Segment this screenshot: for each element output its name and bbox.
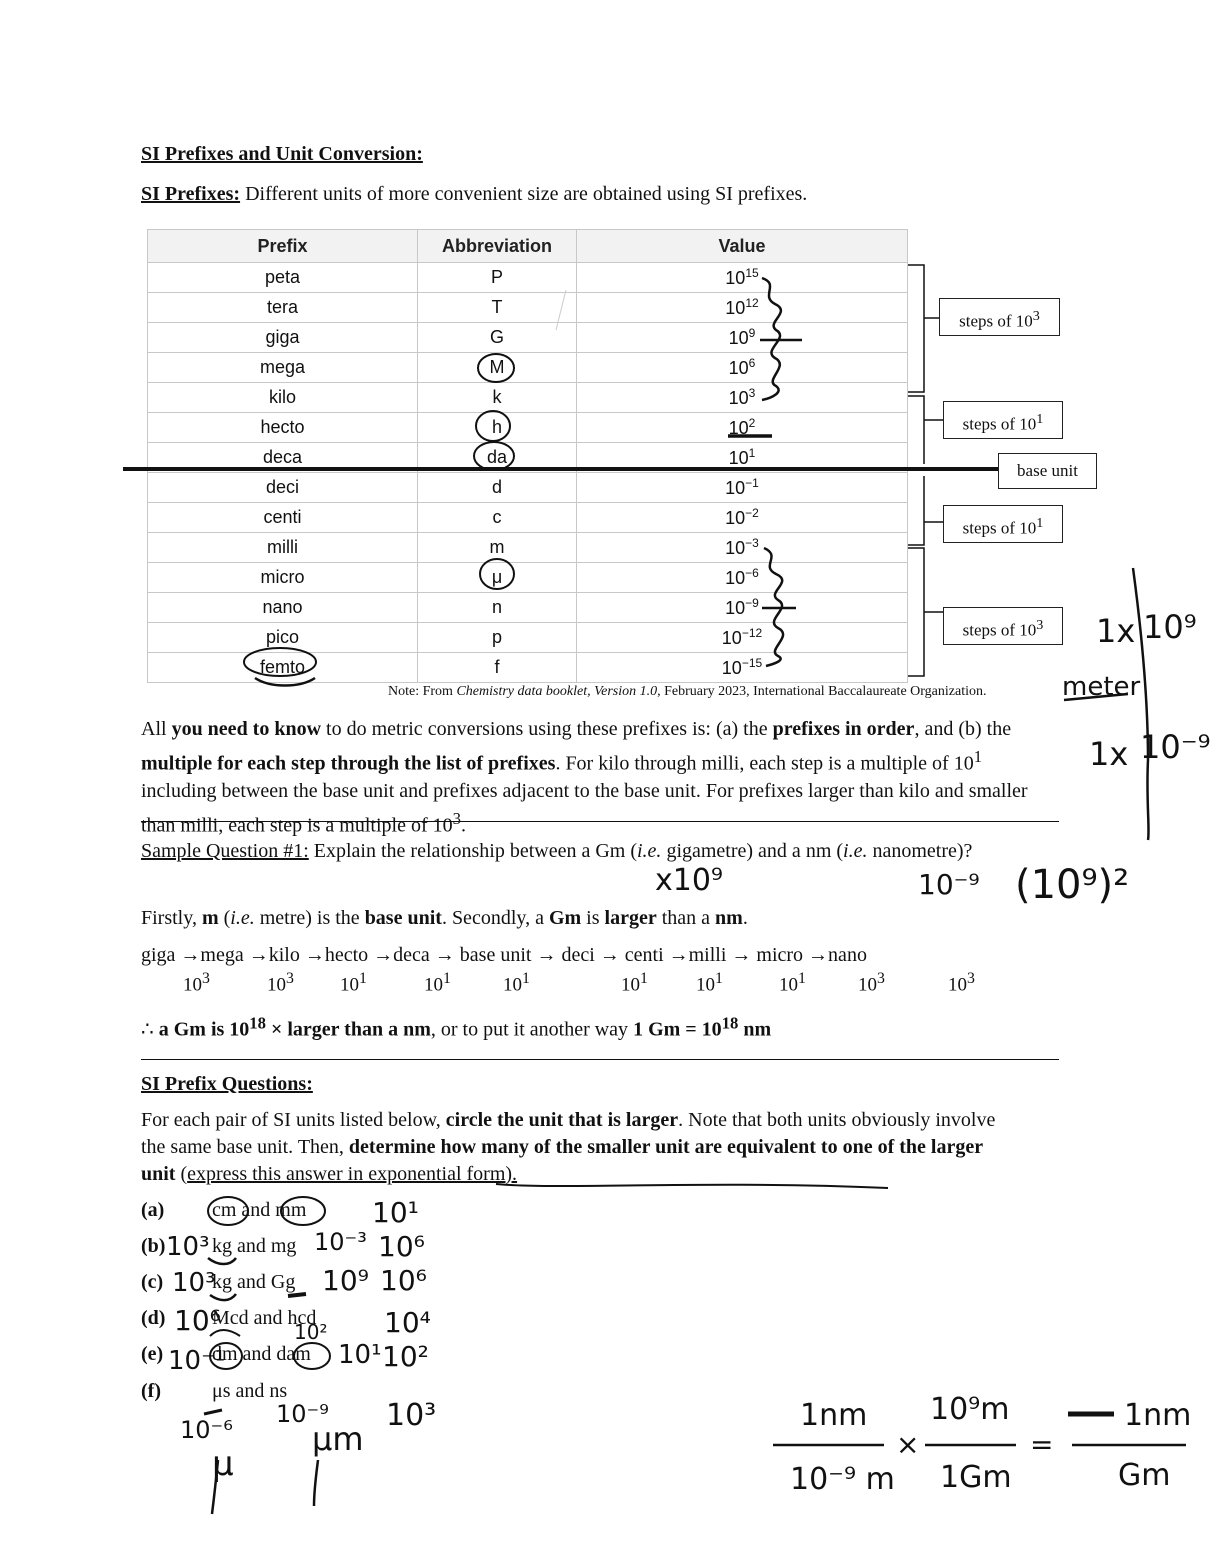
abbreviation-cell: M <box>418 353 577 383</box>
prefix-cell: centi <box>148 503 418 533</box>
p2b: multiple for each step through the list of prefixes <box>141 752 556 775</box>
c: × larger than a nm <box>265 1018 431 1041</box>
abbreviation-cell: G <box>418 323 577 353</box>
value-base: 10 <box>728 418 749 438</box>
hw-x10-9: x10⁹ <box>655 863 723 898</box>
sq: gigametre) and a nm ( <box>661 840 844 862</box>
hw-d-mid: 10² <box>294 1320 328 1344</box>
hw-paren-squared: (10⁹)² <box>1015 862 1130 908</box>
hw-circle-mm <box>281 1197 325 1225</box>
power-exp: 3 <box>877 970 885 987</box>
s: Firstly, <box>141 907 202 929</box>
hw-tick-kg-b <box>208 1258 236 1264</box>
c: 18 <box>249 1013 266 1032</box>
p1a: All <box>141 718 172 740</box>
hw-f-left: 10⁻⁶ <box>180 1416 233 1444</box>
p1c: to do metric conversions using these prefixes is: (a) the <box>321 718 773 740</box>
question-label: (e) <box>141 1343 164 1365</box>
scan-mark <box>556 290 566 330</box>
p3a: 1 <box>973 747 983 766</box>
power-base: 10 <box>779 974 798 996</box>
prefix-cell: pico <box>148 623 418 653</box>
power-exp: 1 <box>443 970 451 987</box>
value-base: 10 <box>728 358 749 378</box>
c: , or to put it another way <box>430 1018 634 1041</box>
intro-body: Different units of more convenient size are obtained using SI prefixes. <box>240 183 808 205</box>
abbreviation-cell: da <box>418 443 577 473</box>
question-label: (c) <box>141 1271 164 1293</box>
note-suffix: , February 2023, International Baccalaureate Organization. <box>657 684 987 699</box>
hw-b-mid: 10⁻³ <box>314 1228 367 1256</box>
abbreviation-cell: f <box>418 653 577 683</box>
prefix-cell: kilo <box>148 383 418 413</box>
sq: nanometre)? <box>867 840 973 862</box>
value-exp: 15 <box>745 266 759 280</box>
abbreviation-cell: k <box>418 383 577 413</box>
i: ( <box>175 1163 188 1185</box>
prefix-cell: micro <box>148 563 418 593</box>
hw-conv-den1: 10⁻⁹ m <box>790 1462 895 1497</box>
hw-d-left: 10⁶ <box>174 1304 221 1337</box>
s: than a <box>656 907 716 929</box>
bracket-steps-1e1-top <box>908 396 943 464</box>
prefix-cell: milli <box>148 533 418 563</box>
hw-c-left: 10³ <box>172 1268 216 1298</box>
hw-conv-equals: = <box>1030 1428 1054 1461</box>
value-base: 10 <box>728 388 749 408</box>
box-text: steps of 10 <box>962 518 1037 538</box>
s: metre) is the <box>254 907 365 929</box>
hw-e-left: 10⁻¹ <box>168 1346 226 1376</box>
s: Gm <box>548 907 582 929</box>
value-exp: −3 <box>745 536 759 550</box>
prefix-cell: femto <box>148 653 418 683</box>
hw-underline-instructions <box>496 1184 888 1188</box>
i: determine how many of the smaller unit are equivalent to one of the larger unit <box>141 1136 983 1185</box>
value-exp: 9 <box>748 326 756 340</box>
i: . Note that both units obviously involve the same base unit. Then, <box>141 1109 996 1158</box>
value-exp: −12 <box>741 626 763 640</box>
hw-meter: meter <box>1062 672 1141 702</box>
hw-circle-h <box>476 411 510 441</box>
question-label: (a) <box>141 1199 165 1221</box>
hw-1x-top: 1x <box>1096 612 1136 650</box>
abbreviation-cell: c <box>418 503 577 533</box>
p2c: . For kilo through milli, each step is a multiple of 10 <box>555 752 974 775</box>
p3c: 3 <box>452 808 461 828</box>
value-exp: −9 <box>745 596 759 610</box>
value-base: 10 <box>725 538 746 558</box>
prefix-chain: giga →mega →kilo →hecto →deca → base unit → deci → centi →milli → micro →nano <box>141 944 867 966</box>
hw-conv-times: × <box>896 1428 920 1461</box>
value-exp: −2 <box>745 506 759 520</box>
value-exp: 3 <box>748 386 756 400</box>
abbreviation-cell: p <box>418 623 577 653</box>
base-unit-box: base unit <box>998 453 1097 489</box>
box-exp: 1 <box>1036 515 1044 531</box>
abbreviation-cell: μ <box>418 563 577 593</box>
hw-conv-num3: 1nm <box>1124 1398 1192 1433</box>
sample-label: Sample Question #1: <box>141 840 309 862</box>
hw-a-answer: 10¹ <box>372 1196 419 1229</box>
box-text: steps of 10 <box>959 311 1033 331</box>
s: is <box>581 907 605 929</box>
hw-b-left: 10³ <box>166 1232 210 1262</box>
c: nm <box>738 1018 772 1041</box>
hw-b-answer: 10⁶ <box>378 1230 425 1263</box>
sq: i.e. <box>843 840 868 862</box>
abbreviation-cell: d <box>418 473 577 503</box>
value-base: 10 <box>728 328 749 348</box>
abbreviation-cell: m <box>418 533 577 563</box>
question-pair: kg and Gg <box>212 1271 296 1293</box>
value-base: 10 <box>725 568 746 588</box>
prefix-cell: nano <box>148 593 418 623</box>
hw-um-stem <box>314 1460 318 1506</box>
question-label: (b) <box>141 1235 166 1257</box>
s: base unit <box>364 907 442 929</box>
value-base: 10 <box>728 448 749 468</box>
power-base: 10 <box>503 974 522 996</box>
power-exp: 1 <box>798 970 806 987</box>
p1b: you need to know <box>171 718 322 740</box>
box-exp: 3 <box>1032 308 1040 324</box>
c: ∴ <box>141 1018 159 1041</box>
abbreviation-cell: T <box>418 293 577 323</box>
power-exp: 3 <box>286 970 294 987</box>
value-base: 10 <box>725 298 746 318</box>
question-pair: kg and mg <box>212 1235 297 1257</box>
p1d: prefixes in order <box>772 718 915 740</box>
s: larger <box>604 907 657 929</box>
s: nm <box>715 907 743 929</box>
hw-e-mid: 10¹ <box>338 1340 382 1370</box>
value-col-header: Value <box>577 230 908 263</box>
power-exp: 1 <box>359 970 367 987</box>
hw-tick-Gg <box>288 1294 306 1296</box>
s: ( <box>218 907 231 929</box>
power-exp: 3 <box>202 970 210 987</box>
question-pair: dm and dam <box>212 1343 311 1365</box>
hw-f-mid: 10⁻⁹ <box>276 1400 329 1428</box>
bracket-steps-1e3-bottom <box>908 548 943 676</box>
i: circle the unit that is larger <box>445 1109 679 1131</box>
value-base: 10 <box>725 478 746 498</box>
power-exp: 3 <box>967 970 975 987</box>
p3b: including between the base unit and prefixes adjacent to the base unit. For prefixes larger than kilo and smaller than milli, each step is a multiple of 10 <box>141 779 1028 837</box>
value-base: 10 <box>725 508 746 528</box>
c: 18 <box>721 1013 739 1032</box>
hw-mum: μm <box>312 1420 364 1458</box>
page-title: SI Prefixes and Unit Conversion: <box>141 143 423 165</box>
bracket-steps-1e3-top <box>908 265 939 392</box>
hw-f-answer: 10³ <box>386 1398 437 1433</box>
power-exp: 1 <box>522 970 530 987</box>
questions-title: SI Prefix Questions: <box>141 1073 313 1095</box>
abbreviation-cell: P <box>418 263 577 293</box>
power-base: 10 <box>183 974 202 996</box>
value-base: 10 <box>725 268 746 288</box>
note-prefix: Note: From <box>388 684 457 699</box>
power-base: 10 <box>267 974 286 996</box>
hw-conv-den3: Gm <box>1118 1458 1171 1493</box>
hw-tick-mus <box>204 1410 222 1414</box>
value-base: 10 <box>721 628 742 648</box>
s: . <box>742 907 748 929</box>
value-exp: 12 <box>745 296 759 310</box>
value-base: 10 <box>721 658 742 678</box>
c: a Gm is 10 <box>158 1018 250 1041</box>
box-exp: 1 <box>1036 411 1044 427</box>
hw-conv-num1: 1nm <box>800 1398 868 1433</box>
box-text: steps of 10 <box>962 620 1037 640</box>
p3d: . <box>460 814 466 837</box>
i: express this answer in exponential form). <box>187 1163 518 1185</box>
power-base: 10 <box>621 974 640 996</box>
hw-mu-stem <box>212 1460 218 1514</box>
power-exp: 1 <box>715 970 723 987</box>
hw-circle-dm <box>210 1343 242 1369</box>
prefix-cell: peta <box>148 263 418 293</box>
hw-tick-kg-c <box>210 1294 236 1300</box>
hw-underline-femto <box>255 678 315 686</box>
s: . Secondly, a <box>441 907 549 929</box>
hw-circle-femto <box>244 648 316 676</box>
intro-label: SI Prefixes: <box>141 183 241 205</box>
hw-d-answer: 10⁴ <box>384 1306 431 1339</box>
box-exp: 3 <box>1036 617 1044 633</box>
prefix-cell: giga <box>148 323 418 353</box>
hw-tick-Mcd <box>210 1330 240 1336</box>
power-base: 10 <box>340 974 359 996</box>
value-exp: −15 <box>741 656 763 670</box>
s: i.e. <box>230 907 255 929</box>
p2a: , and (b) the <box>914 718 1012 740</box>
hw-margin-line <box>1133 568 1149 840</box>
s: m <box>201 907 219 929</box>
hw-c-answer: 10⁶ <box>380 1264 427 1297</box>
hw-conv-num2: 10⁹m <box>930 1392 1010 1427</box>
abbreviation-col-header: Abbreviation <box>418 230 577 263</box>
hw-c-mid: 10⁹ <box>322 1264 369 1297</box>
power-base: 10 <box>696 974 715 996</box>
note-italic: Chemistry data booklet, Version 1.0 <box>456 684 658 699</box>
hw-10-9: 10⁹ <box>1143 608 1197 646</box>
power-base: 10 <box>424 974 443 996</box>
prefix-col-header: Prefix <box>148 230 418 263</box>
value-exp: 6 <box>748 356 756 370</box>
value-exp: −1 <box>745 476 759 490</box>
question-label: (d) <box>141 1307 166 1329</box>
hw-circle-mu <box>480 559 514 589</box>
hw-1x-bottom: 1x <box>1089 735 1129 773</box>
power-base: 10 <box>948 974 967 996</box>
bracket-steps-1e1-bottom <box>908 476 943 545</box>
hw-circle-M <box>478 354 514 382</box>
prefix-cell: mega <box>148 353 418 383</box>
prefix-cell: tera <box>148 293 418 323</box>
hw-meter-underline <box>1064 694 1128 700</box>
value-exp: 2 <box>748 416 756 430</box>
power-exp: 1 <box>640 970 648 987</box>
prefix-cell: deca <box>148 443 418 473</box>
sq: Explain the relationship between a Gm ( <box>308 840 637 862</box>
question-pair: cm and mm <box>212 1199 307 1221</box>
question-pair: Mcd and hcd <box>212 1307 317 1329</box>
i: For each pair of SI units listed below, <box>141 1109 446 1131</box>
hw-10-neg9: 10⁻⁹ <box>1140 728 1210 766</box>
hw-mu: μ <box>212 1444 234 1484</box>
value-exp: −6 <box>745 566 759 580</box>
c: 1 Gm = 10 <box>633 1018 722 1041</box>
question-pair: μs and ns <box>212 1380 288 1402</box>
hw-conv-den2: 1Gm <box>940 1460 1012 1495</box>
abbreviation-cell: n <box>418 593 577 623</box>
hw-circle-dam <box>294 1343 330 1369</box>
value-exp: 1 <box>748 446 756 460</box>
hw-e-answer: 10² <box>382 1340 429 1373</box>
hw-10-neg9-b: 10⁻⁹ <box>918 868 980 901</box>
prefix-cell: deci <box>148 473 418 503</box>
prefix-cell: hecto <box>148 413 418 443</box>
power-base: 10 <box>858 974 877 996</box>
value-base: 10 <box>725 598 746 618</box>
abbreviation-cell: h <box>418 413 577 443</box>
hw-circle-da <box>474 442 514 470</box>
box-text: steps of 10 <box>962 414 1037 434</box>
sq: i.e. <box>637 840 662 862</box>
hw-circle-cm <box>208 1197 248 1225</box>
question-label: (f) <box>141 1380 161 1402</box>
